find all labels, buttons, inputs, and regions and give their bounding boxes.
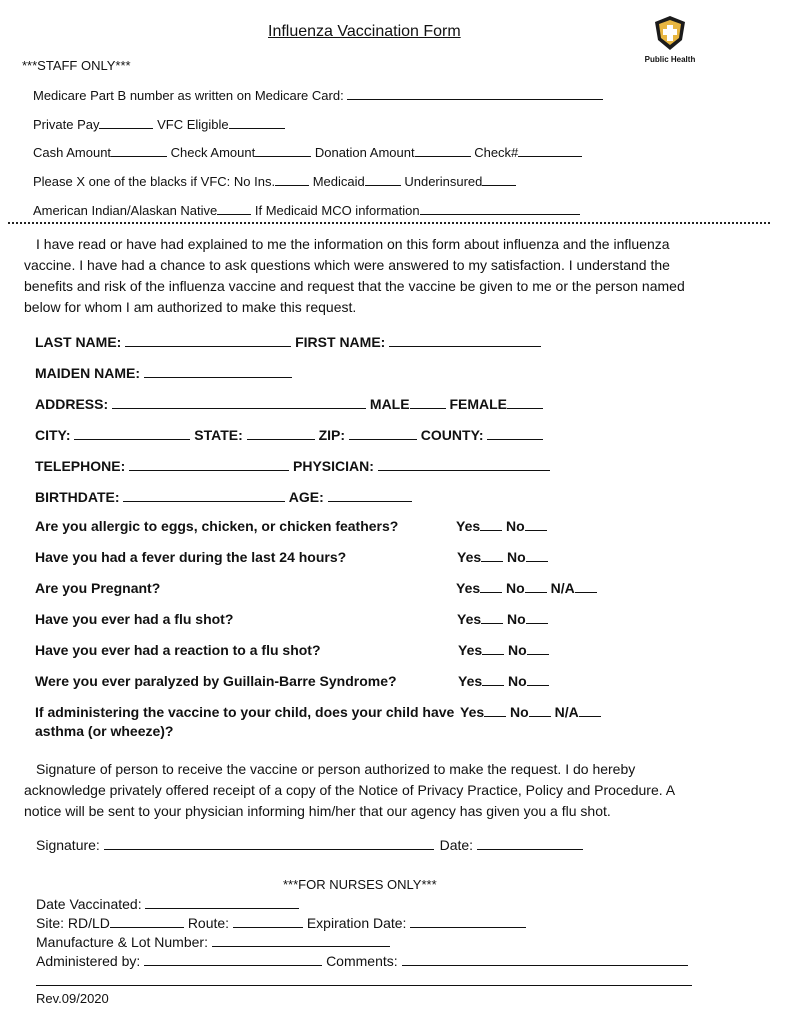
revision-label: Rev.09/2020 xyxy=(36,991,109,1006)
option-no: No xyxy=(508,673,527,689)
yes-field[interactable] xyxy=(481,549,503,562)
address-row xyxy=(35,396,543,412)
question-2: Have you had a fever during the last 24 hours? xyxy=(35,549,347,565)
question-7: If administering the vaccine to your child, does your child have xyxy=(35,704,455,720)
expiration-field[interactable] xyxy=(410,915,526,928)
amounts-row xyxy=(33,144,582,160)
payment-row xyxy=(33,116,285,132)
telephone-field[interactable] xyxy=(129,458,289,471)
administered-label: Administered by: xyxy=(36,953,141,969)
question-7-options xyxy=(460,704,601,720)
expiration-label: Expiration Date: xyxy=(306,915,407,931)
cash-amount-field[interactable] xyxy=(111,144,167,157)
birthdate-field[interactable] xyxy=(123,489,285,502)
option-no: No xyxy=(508,642,527,658)
logo-text: Public Health xyxy=(644,55,696,64)
female-field[interactable] xyxy=(507,396,543,409)
site-field[interactable] xyxy=(110,915,184,928)
underinsured-field[interactable] xyxy=(482,173,516,186)
no-field[interactable] xyxy=(526,611,548,624)
donation-amount-field[interactable] xyxy=(415,144,471,157)
no-field[interactable] xyxy=(527,642,549,655)
option-yes: Yes xyxy=(457,549,482,565)
question-2-options xyxy=(457,549,548,565)
option-na: N/A xyxy=(554,704,579,720)
private-pay-field[interactable] xyxy=(99,116,153,129)
medicaid-mco-field[interactable] xyxy=(420,202,580,215)
manufacture-label: Manufacture & Lot Number: xyxy=(36,934,208,950)
donation-amount-label: Donation Amount xyxy=(314,145,415,160)
address-field[interactable] xyxy=(112,396,366,409)
manufacture-row xyxy=(36,934,390,950)
signature-row xyxy=(36,837,583,853)
yes-field[interactable] xyxy=(480,518,502,531)
medicaid-label: Medicaid xyxy=(312,174,365,189)
telephone-row xyxy=(35,458,550,474)
yes-field[interactable] xyxy=(484,704,506,717)
medicaid-field[interactable] xyxy=(365,173,401,186)
comments-extra-line[interactable] xyxy=(36,985,692,986)
signature-paragraph: Signature of person to receive the vaccine or person authorized to make the request. I do hereby acknowledge privately offered receipt of a copy of the Notice of Privacy Practice, Policy and Procedure. A notice will be sent to your physician informing him/her that our agency has given you a flu shot. xyxy=(24,761,675,819)
cash-amount-label: Cash Amount xyxy=(33,145,112,160)
question-3: Are you Pregnant? xyxy=(35,580,161,596)
nurses-only-heading: ***FOR NURSES ONLY*** xyxy=(283,877,437,892)
date-field[interactable] xyxy=(477,837,583,850)
option-yes: Yes xyxy=(457,611,482,627)
vfc-row xyxy=(33,173,516,189)
address-label: ADDRESS: xyxy=(35,396,109,412)
option-no: No xyxy=(507,549,526,565)
signature-field[interactable] xyxy=(104,837,434,850)
no-field[interactable] xyxy=(529,704,551,717)
age-label: AGE: xyxy=(288,489,324,505)
telephone-label: TELEPHONE: xyxy=(35,458,126,474)
signature-label: Signature: xyxy=(36,837,100,853)
question-6-options xyxy=(458,673,549,689)
staff-only-heading: ***STAFF ONLY*** xyxy=(22,58,131,73)
question-3-options xyxy=(456,580,597,596)
na-field[interactable] xyxy=(575,580,597,593)
underinsured-label: Underinsured xyxy=(404,174,483,189)
male-field[interactable] xyxy=(410,396,446,409)
physician-label: PHYSICIAN: xyxy=(293,458,374,474)
check-number-field[interactable] xyxy=(518,144,582,157)
yes-field[interactable] xyxy=(482,642,504,655)
option-yes: Yes xyxy=(456,580,481,596)
city-field[interactable] xyxy=(74,427,190,440)
city-row xyxy=(35,427,543,443)
no-field[interactable] xyxy=(525,518,547,531)
na-field[interactable] xyxy=(579,704,601,717)
check-number-label: Check# xyxy=(474,145,519,160)
medicare-label: Medicare Part B number as written on Medicare Card: xyxy=(33,88,344,103)
yes-field[interactable] xyxy=(482,673,504,686)
city-label: CITY: xyxy=(35,427,71,443)
option-no: No xyxy=(510,704,529,720)
date-vaccinated-field[interactable] xyxy=(145,896,299,909)
private-pay-label: Private Pay xyxy=(33,117,100,132)
birthdate-label: BIRTHDATE: xyxy=(35,489,120,505)
female-label: FEMALE xyxy=(449,396,508,412)
american-indian-field[interactable] xyxy=(217,202,251,215)
option-no: No xyxy=(506,580,525,596)
public-health-logo xyxy=(640,14,700,64)
zip-field[interactable] xyxy=(349,427,417,440)
first-name-label: FIRST NAME: xyxy=(295,334,386,350)
date-label: Date: xyxy=(439,837,474,853)
question-4-options xyxy=(457,611,548,627)
state-field[interactable] xyxy=(247,427,315,440)
option-no: No xyxy=(507,611,526,627)
zip-label: ZIP: xyxy=(318,427,346,443)
administered-field[interactable] xyxy=(144,953,322,966)
yes-field[interactable] xyxy=(481,611,503,624)
medicare-field[interactable] xyxy=(347,87,603,100)
route-field[interactable] xyxy=(233,915,303,928)
question-1-options xyxy=(456,518,547,534)
check-amount-field[interactable] xyxy=(255,144,311,157)
birthdate-row xyxy=(35,489,412,505)
question-5: Have you ever had a reaction to a flu shot? xyxy=(35,642,321,658)
last-name-field[interactable] xyxy=(125,334,291,347)
shield-cross-icon xyxy=(651,14,689,52)
manufacture-field[interactable] xyxy=(212,934,390,947)
state-label: STATE: xyxy=(194,427,243,443)
vfc-eligible-field[interactable] xyxy=(229,116,285,129)
maiden-name-field[interactable] xyxy=(144,365,292,378)
option-yes: Yes xyxy=(458,673,483,689)
dotted-divider xyxy=(8,222,770,224)
medicaid-mco-label: If Medicaid MCO information xyxy=(254,203,420,218)
question-5-options xyxy=(458,642,549,658)
no-ins-field[interactable] xyxy=(275,173,309,186)
age-field[interactable] xyxy=(328,489,412,502)
county-label: COUNTY: xyxy=(420,427,484,443)
consent-paragraph: I have read or have had explained to me the information on this form about influenza and the influenza vaccine. I have had a chance to ask questions which were answered to my satisfaction. I understand the benefits and risk of the influenza vaccine and request that the vaccine be given to me or the person named below for whom I am authorized to make this request. xyxy=(24,236,685,315)
check-amount-label: Check Amount xyxy=(170,145,256,160)
site-row xyxy=(36,915,526,931)
question-6: Were you ever paralyzed by Guillain-Barre Syndrome? xyxy=(35,673,397,689)
medicare-row xyxy=(33,87,603,103)
date-vaccinated-row xyxy=(36,896,299,912)
option-yes: Yes xyxy=(456,518,481,534)
option-yes: Yes xyxy=(460,704,485,720)
county-field[interactable] xyxy=(487,427,543,440)
form-title: Influenza Vaccination Form xyxy=(268,23,461,40)
please-x-label: Please X one of the blacks if VFC: No Ins. xyxy=(33,174,276,189)
site-label: Site: RD/LD xyxy=(36,915,110,931)
question-4: Have you ever had a flu shot? xyxy=(35,611,234,627)
first-name-field[interactable] xyxy=(389,334,541,347)
no-field[interactable] xyxy=(526,549,548,562)
route-label: Route: xyxy=(187,915,230,931)
vfc-eligible-label: VFC Eligible xyxy=(157,117,229,132)
no-field[interactable] xyxy=(525,580,547,593)
no-field[interactable] xyxy=(527,673,549,686)
option-no: No xyxy=(506,518,525,534)
administered-row xyxy=(36,953,688,969)
last-name-label: LAST NAME: xyxy=(35,334,122,350)
male-label: MALE xyxy=(369,396,410,412)
question-1: Are you allergic to eggs, chicken, or chicken feathers? xyxy=(35,518,399,534)
option-yes: Yes xyxy=(458,642,483,658)
date-vaccinated-label: Date Vaccinated: xyxy=(36,896,142,912)
maiden-name-label: MAIDEN NAME: xyxy=(35,365,140,381)
physician-field[interactable] xyxy=(378,458,550,471)
comments-field[interactable] xyxy=(402,953,688,966)
native-row xyxy=(33,202,580,218)
yes-field[interactable] xyxy=(480,580,502,593)
maiden-row xyxy=(35,365,292,381)
question-7-line-2: asthma (or wheeze)? xyxy=(35,723,174,739)
american-indian-label: American Indian/Alaskan Native xyxy=(33,203,218,218)
comments-label: Comments: xyxy=(326,953,398,969)
name-row xyxy=(35,334,541,350)
option-na: N/A xyxy=(550,580,575,596)
